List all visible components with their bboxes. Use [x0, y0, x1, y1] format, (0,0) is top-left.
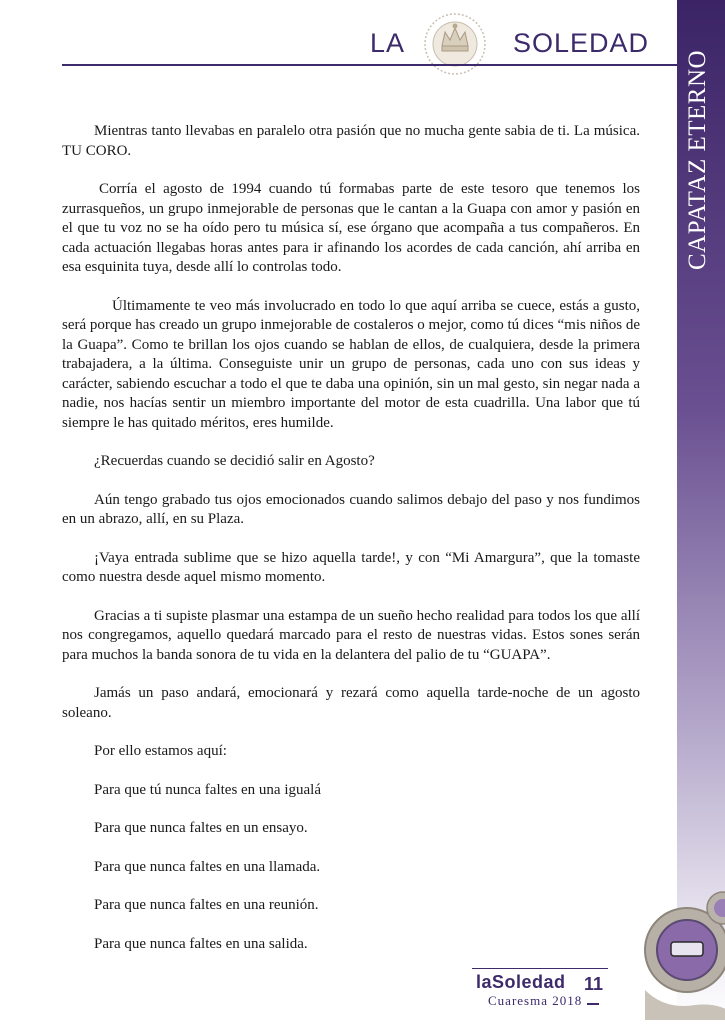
paragraph: Gracias a ti supiste plasmar una estampa de un sueño hecho realidad para todos los que allí nos congregamos, aquello quedará marcado para el resto de nuestras vidas. Estos sones serán para muchos la banda sonora de tu vida en la delantera del palio de tu “GUAPA”. — [62, 607, 640, 663]
article-body — [62, 122, 640, 973]
page-number-dash — [587, 1003, 599, 1005]
list-line: Para que nunca faltes en un ensayo. — [94, 820, 308, 836]
page-number: 11 — [584, 974, 604, 994]
crest-icon — [625, 880, 725, 1020]
paragraph: Por ello estamos aquí: — [94, 743, 227, 759]
list-line: Para que nunca faltes en una salida. — [94, 935, 308, 952]
header-rule — [62, 64, 677, 66]
paragraph: Jamás un paso andará, emocionará y rezará como aquella tarde-noche de un agosto soleano. — [62, 685, 640, 721]
paragraph: ¿Recuerdas cuando se decidió salir en Agosto? — [94, 453, 375, 469]
list-line: Para que tú nunca faltes en una igualá — [94, 781, 321, 798]
header-la: LA — [370, 28, 406, 58]
paragraph: Mientras tanto llevabas en paralelo otra pasión que no mucha gente sabia de ti. La música. TU CORO. — [62, 123, 640, 159]
paragraph: Corría el agosto de 1994 cuando tú formabas parte de este tesoro que tenemos los zurrasqueños, un grupo inmejorable de personas que le cantan a la Guapa con amor y pasión en el que tu voz no se ha oído pero tu música sí, ese órgano que acompaña a tus compañeros. En cada actuación llegabas horas antes para ir afinando los acordes de cada canción, ahí arriba en esa esquinita tuya, desde allí lo controlas todo. — [62, 181, 640, 275]
footer-rule — [472, 968, 608, 969]
header-soledad: SOLEDAD — [513, 28, 650, 58]
paragraph: ¡Vaya entrada sublime que se hizo aquella tarde!, y con “Mi Amargura”, que la tomaste como nuestra desde aquel mismo momento. — [62, 549, 640, 585]
side-section-title: CAPATAZ ETERNO — [684, 49, 711, 270]
footer-brand: laSoledad — [476, 972, 566, 992]
footer-edition: Cuaresma 2018 — [488, 993, 583, 1008]
list-line: Para que nunca faltes en una reunión. — [94, 897, 319, 913]
list-line: Para que nunca faltes en una llamada. — [94, 858, 321, 875]
paragraph: Últimamente te veo más involucrado en todo lo que aquí arriba se cuece, estás a gusto, será porque has creado un grupo inmejorable de costaleros o mejor, como tú dices “mis niños de la Guapa”. Como te brillan los ojos cuando se hablan de ellos, de cualquiera, desde la primera trabajadera, a la última. Conseguiste unir un grupo de personas, cada uno con sus ideas y carácter, sabiendo escuchar a todo el que te daba una opinión, sin un mal gesto, sin negar nada a nadie, nos hacías sentir un miembro importante del motor de esta cuadrilla. Una labor que tú siempre le has quitado méritos, eres humilde. — [62, 297, 640, 431]
paragraph: Aún tengo grabado tus ojos emocionados cuando salimos debajo del paso y nos fundimos en un abrazo, allí, en su Plaza. — [62, 491, 640, 527]
